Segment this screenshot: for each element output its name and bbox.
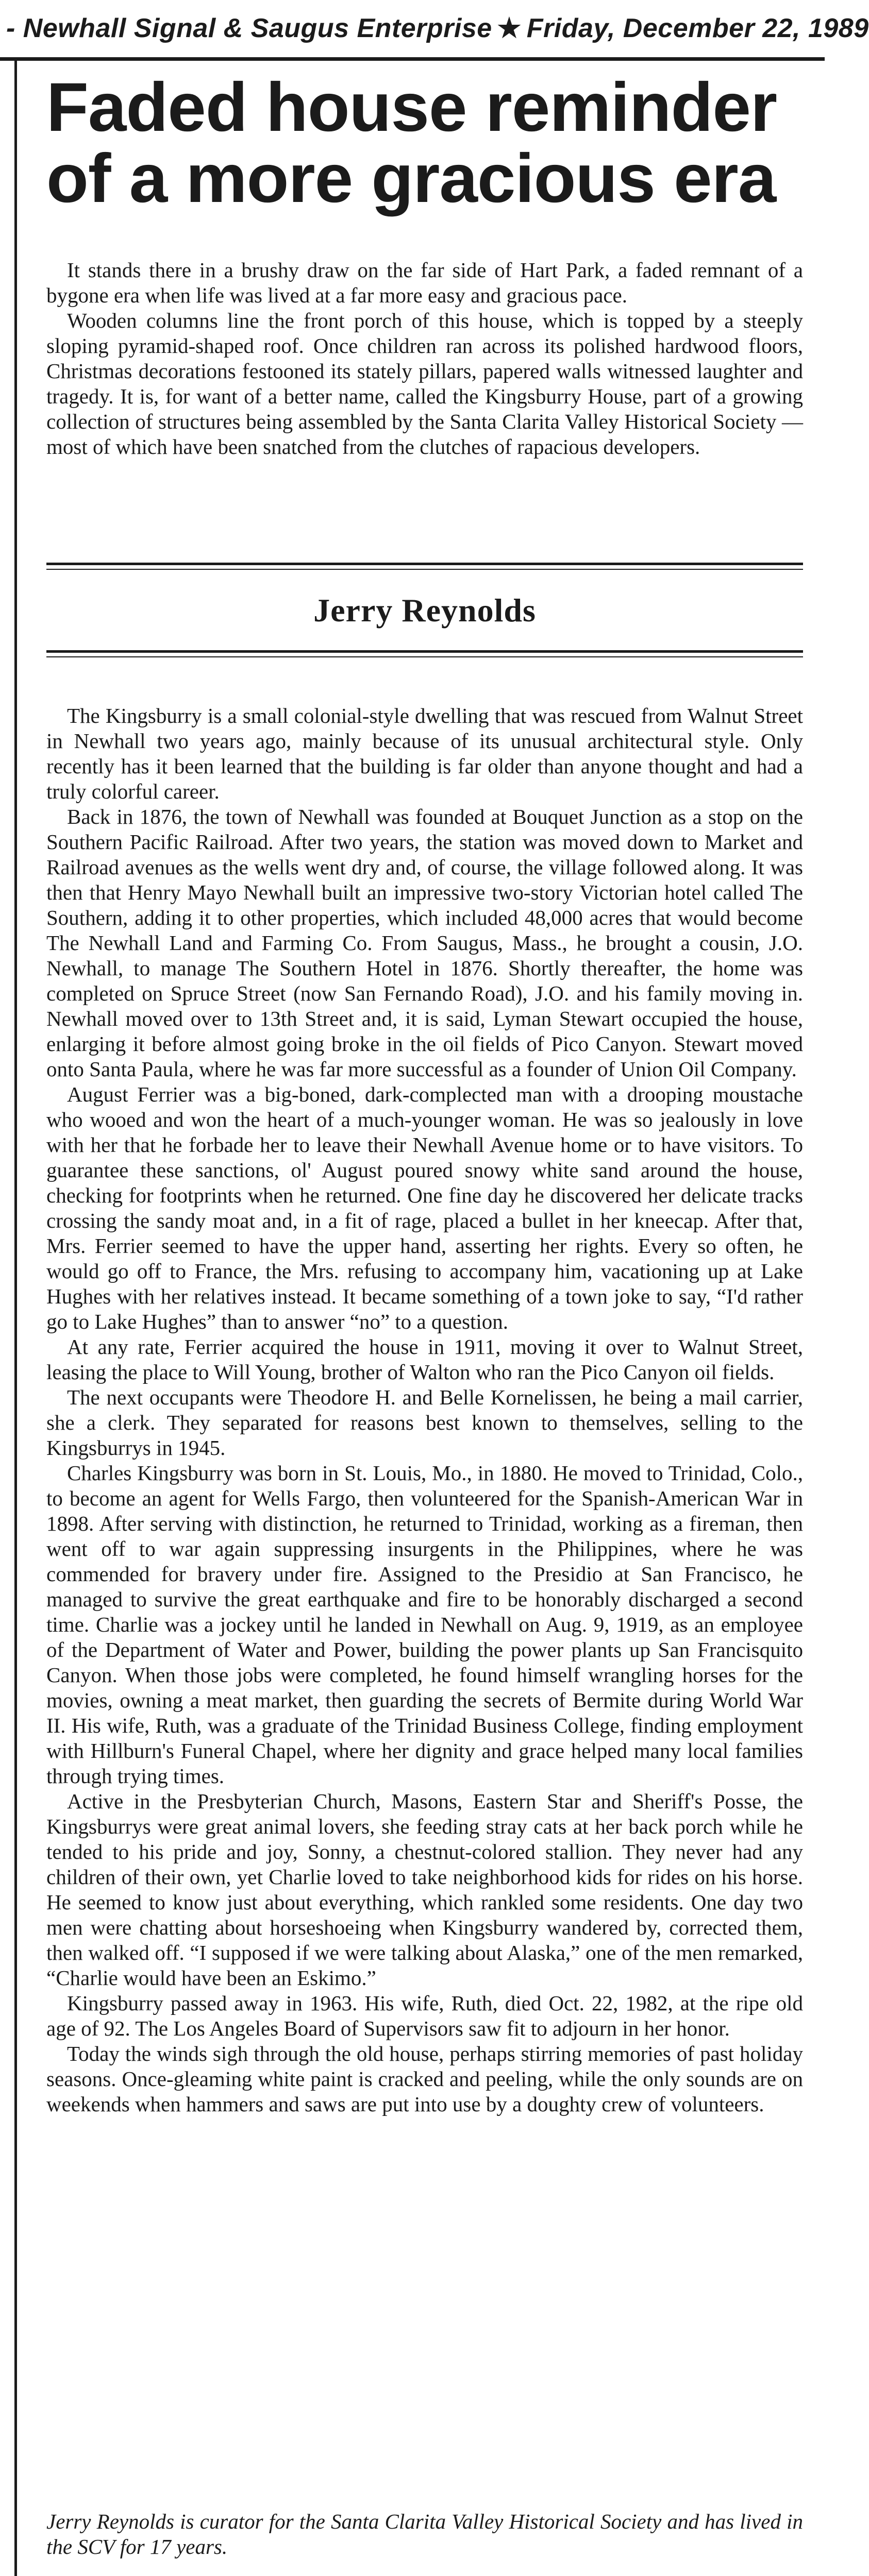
body-paragraph: The Kingsburry is a small colonial-style dwelling that was rescued from Walnut Street in Newhall two years ago, mainly because of its unusual architectural style. Only recently has it been learned that the building is far older than anyone thought and had a truly colorful career. (46, 704, 803, 803)
body-paragraph: At any rate, Ferrier acquired the house in 1911, moving it over to Walnut Street, leasing the place to Will Young, brother of Walton who ran the Pico Canyon oil fields. (46, 1335, 803, 1384)
left-column-rule (14, 61, 17, 2576)
byline-rule-top (46, 563, 803, 565)
byline-rule-bottom (46, 650, 803, 653)
publication-name: Newhall Signal & Saugus Enterprise (23, 13, 492, 43)
body-paragraph: Kingsburry passed away in 1963. His wife, Ruth, died Oct. 22, 1982, at the ripe old age of 92. The Los Angeles Board of Supervisors saw fit to adjourn in her honor. (46, 1991, 803, 2040)
lead-paragraph: Wooden columns line the front porch of this house, which is topped by a steeply sloping pyramid-shaped roof. Once children ran across its polished hardwood floors, Christmas decorations festooned its stately pillars, papered walls witnessed laughter and tragedy. It is, for want of a better name, called the Kingsburry House, part of a growing collection of structures being assembled by the Santa Clarita Valley Historical Society — most of which have been snatched from the clutches of rapacious developers. (46, 309, 803, 459)
headline: Faded house reminder of a more gracious era (46, 69, 777, 217)
body-paragraph: Today the winds sigh through the old house, perhaps stirring memories of past holiday seasons. Once-gleaming white paint is cracked and peeling, while the only sounds are on weekends when hammers and saws are put into use by a doughty crew of volunteers. (46, 2042, 803, 2116)
body-paragraph: August Ferrier was a big-boned, dark-complected man with a drooping moustache who wooed and won the heart of a much-younger woman. He was so jealously in love with her that he forbade her to leave their Newhall Avenue home or to have visitors. To guarantee these sanctions, ol' August poured snowy white sand around the house, checking for footprints when he returned. One fine day he discovered her delicate tracks crossing the sandy moat and, in a fit of rage, placed a bullet in her kneecap. After that, Mrs. Ferrier seemed to have the upper hand, asserting her rights. Every so often, he would go off to France, the Mrs. refusing to accompany him, vacationing up at Lake Hughes with her relatives instead. It became something of a town joke to say, “I'd rather go to Lake Hughes” than to answer “no” to a question. (46, 1082, 803, 1333)
publication-date: Friday, December 22, 1989 (526, 13, 869, 43)
body-paragraph: The next occupants were Theodore H. and Belle Kornelissen, he being a mail carrier, she a clerk. They separated for reasons best known to themselves, selling to the Kingsburrys in 1945. (46, 1385, 803, 1460)
byline-rule-bottom-thin (46, 656, 803, 657)
masthead (0, 0, 869, 61)
body-paragraph: Back in 1876, the town of Newhall was founded at Bouquet Junction as a stop on the Southern Pacific Railroad. After two years, the station was moved down to Market and Railroad avenues as the wells went dry and, of course, the village followed along. It was then that Henry Mayo Newhall built an impressive two-story Victorian hotel called The Southern, adding it to other properties, which included 48,000 acres that would become The Newhall Land and Farming Co. From Saugus, Mass., he brought a cousin, J.O. Newhall, to manage The Southern Hotel in 1876. Shortly thereafter, the home was completed on Spruce Street (now San Fernando Road), J.O. and his family moving in. Newhall moved over to 13th Street and, it is said, Lyman Stewart occupied the house, enlarging it before almost going broke in the oil fields of Pico Canyon. Stewart moved onto Santa Paula, where he was far more successful as a founder of Union Oil Company. (46, 805, 803, 1081)
masthead-left-dash: - (6, 13, 23, 43)
body-paragraph: Active in the Presbyterian Church, Masons, Eastern Star and Sheriff's Posse, the Kingsburrys were great animal lovers, she feeding stray cats at her back porch while he tended to his pride and joy, Sonny, a chestnut-colored stallion. They never had any children of their own, yet Charlie loved to take neighborhood kids for rides on his horse. He seemed to know just about everything, which rankled some residents. One day two men were chatting about horseshoeing when Kingsburry wandered by, corrected them, then walked off. “I supposed if we were talking about Alaska,” one of the men remarked, “Charlie would have been an Eskimo.” (46, 1789, 803, 1990)
body-paragraph: Charles Kingsburry was born in St. Louis, Mo., in 1880. He moved to Trinidad, Colo., to become an agent for Wells Fargo, then volunteered for the Spanish-American War in 1898. After serving with distinction, he returned to Trinidad, working as a fireman, then went off to war again suppressing insurgents in the Philippines, where he was commended for bravery under fire. Assigned to the Presidio at San Francisco, he managed to survive the great earthquake and fire to be honorably discharged a second time. Charlie was a jockey until he landed in Newhall on Aug. 9, 1919, as an employee of the Department of Water and Power, building the power plants up San Francisquito Canyon. When those jobs were completed, he found himself wrangling horses for the movies, owning a meat market, then guarding the secrets of Bermite during World War II. His wife, Ruth, was a graduate of the Trinidad Business College, finding employment with Hillburn's Funeral Chapel, where her dignity and grace helped many local families through trying times. (46, 1461, 803, 1788)
article-body (46, 703, 803, 2117)
lead-section (46, 258, 803, 460)
author-tagline: Jerry Reynolds is curator for the Santa Clarita Valley Historical Society and has lived in the SCV for 17 years. (46, 2510, 803, 2558)
byline-rule-top-thin (46, 569, 803, 570)
star-separator-icon: ★ (497, 13, 522, 43)
byline: Jerry Reynolds (313, 592, 536, 629)
lead-paragraph: It stands there in a brushy draw on the far side of Hart Park, a faded remnant of a bygone era when life was lived at a far more easy and gracious pace. (46, 258, 803, 307)
